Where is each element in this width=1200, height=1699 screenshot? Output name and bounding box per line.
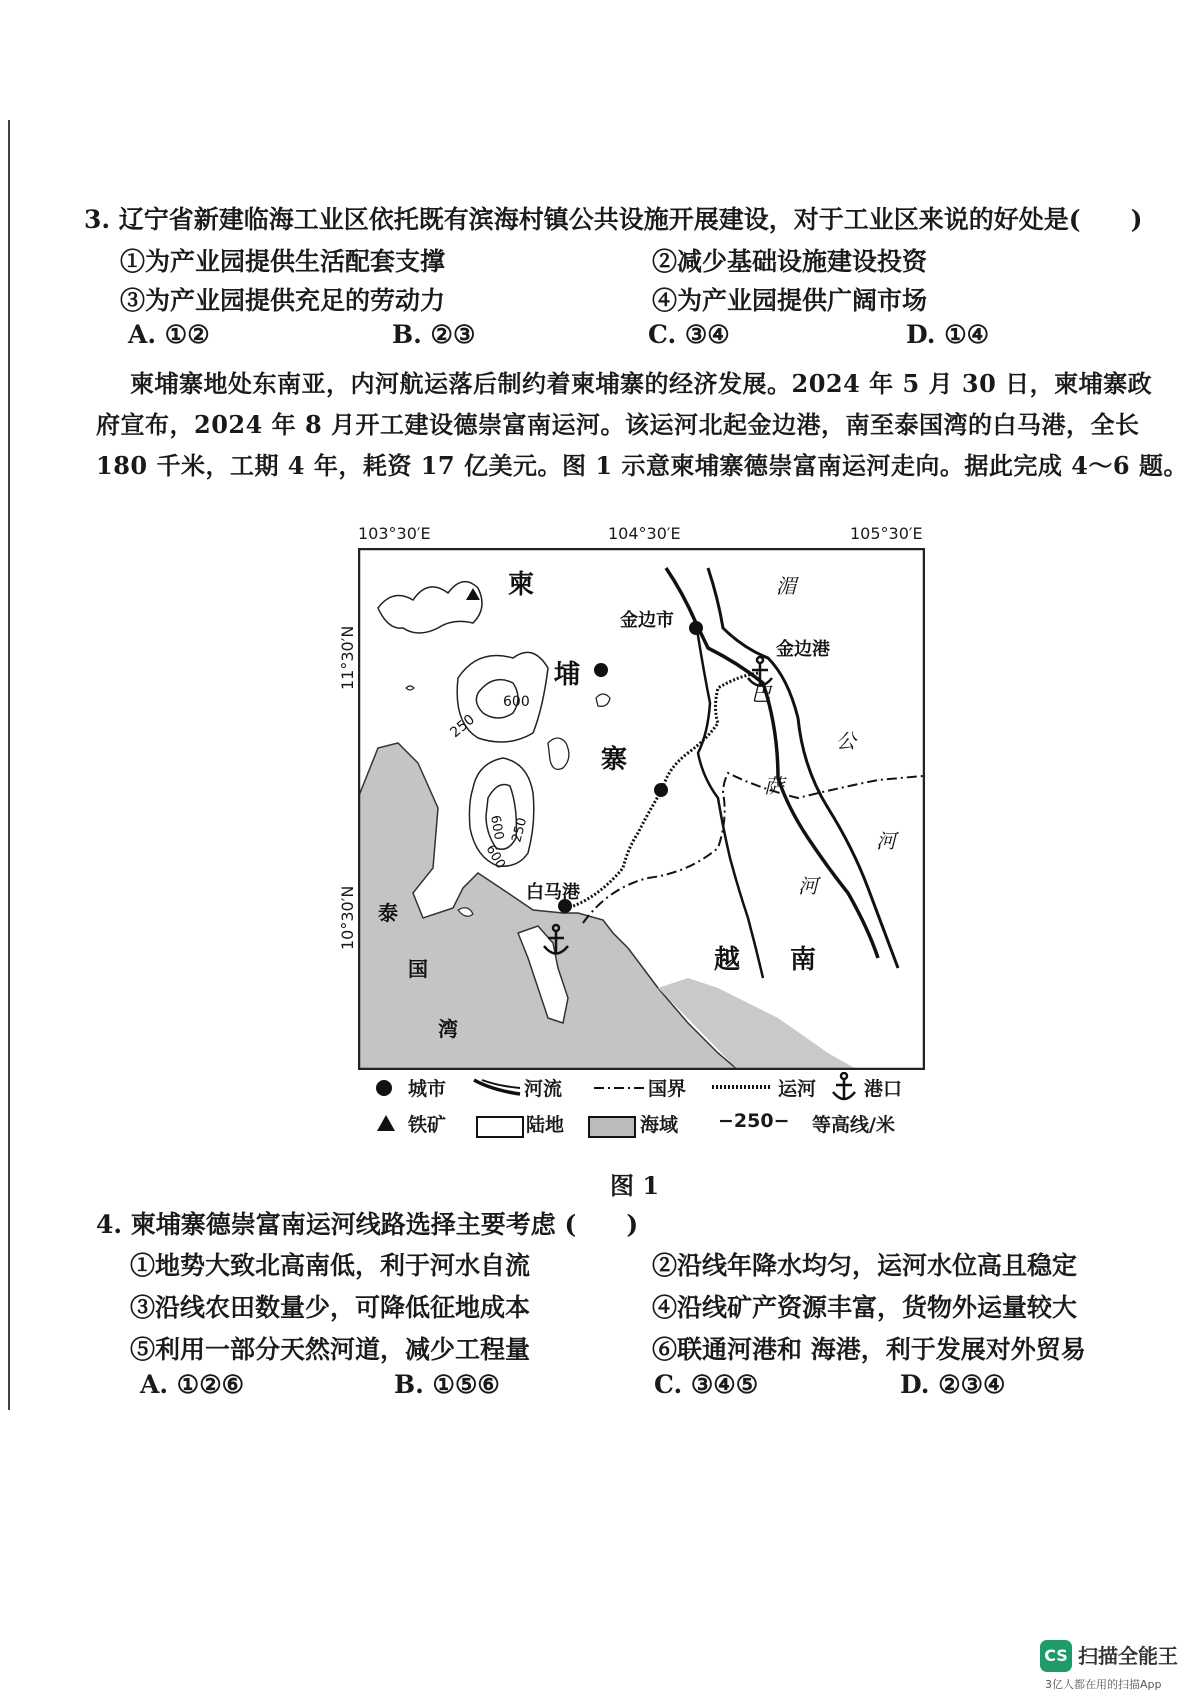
country-label-vietnam-1: 越 — [714, 945, 741, 975]
river-label-bassac-1: 巴 — [751, 682, 771, 706]
q4-statement-1: ①地势大致北高南低，利于河水自流 — [130, 1251, 531, 1280]
q4-stem: 4. 柬埔寨德崇富南运河线路选择主要考虑 ( ) — [96, 1210, 639, 1239]
q3-statement-3: ③为产业园提供充足的劳动力 — [120, 286, 446, 315]
legend-river-icon — [472, 1078, 522, 1100]
q4-statement-4: ④沿线矿产资源丰富，货物外运量较大 — [652, 1293, 1078, 1322]
gulf-label-1: 泰 — [378, 901, 398, 925]
q4-option-d: D. ②③④ — [900, 1370, 1006, 1399]
river-label-mekong-3: 河 — [876, 829, 896, 853]
legend-canal-label: 运河 — [778, 1078, 817, 1100]
contour-label-600-b: 600 — [487, 814, 507, 842]
q4-option-a: A. ①②⑥ — [140, 1370, 245, 1399]
q3-stem: 3. 辽宁省新建临海工业区依托既有滨海村镇公共设施开展建设，对于工业区来说的好处是( ) — [84, 205, 1143, 234]
port-label-baima: 白马港 — [526, 882, 580, 903]
legend-city-icon — [376, 1080, 392, 1096]
q4-statement-2: ②沿线年降水均匀，运河水位高且稳定 — [652, 1251, 1078, 1280]
city-label-phnom-penh: 金边市 — [620, 610, 674, 631]
legend-port-label: 港口 — [864, 1078, 903, 1100]
q4-statement-5: ⑤利用一部分天然河道，减少工程量 — [130, 1335, 531, 1364]
contour-label-600-c: 600 — [482, 842, 508, 872]
gulf-label-2: 国 — [408, 957, 428, 981]
river-label-bassac-3: 河 — [798, 874, 818, 898]
q3-statement-1: ①为产业园提供生活配套支撑 — [120, 247, 446, 276]
legend-iron-label: 铁矿 — [408, 1114, 447, 1136]
q3-option-d: D. ①④ — [906, 320, 990, 349]
scanner-app-name: 扫描全能王 — [1078, 1644, 1178, 1668]
legend-canal-icon — [712, 1082, 772, 1092]
country-label-cambodia-2: 埔 — [554, 660, 581, 690]
river-label-mekong-2: 公 — [836, 729, 856, 753]
gulf-label-3: 湾 — [438, 1017, 458, 1041]
legend-land-icon — [476, 1116, 524, 1138]
scanner-app-tagline: 3亿人都在用的扫描App — [1045, 1678, 1162, 1691]
country-label-cambodia-1: 柬 — [508, 570, 535, 600]
q3-option-a: A. ①② — [128, 320, 210, 349]
legend-sea-label: 海域 — [640, 1114, 679, 1136]
q3-option-c: C. ③④ — [648, 320, 730, 349]
q4-statement-6: ⑥联通河港和 海港，利于发展对外贸易 — [652, 1335, 1086, 1364]
canal-map — [358, 548, 925, 1070]
legend-contour-label: 等高线/米 — [812, 1114, 895, 1136]
legend-border-label: 国界 — [648, 1078, 687, 1100]
river-label-mekong-1: 湄 — [776, 574, 796, 598]
lon-label-1: 103°30′E — [358, 524, 431, 543]
contour-label-600-a: 600 — [503, 694, 530, 710]
country-label-cambodia-3: 寨 — [601, 745, 628, 775]
city-marker-phnom-penh — [689, 621, 703, 635]
q3-statement-2: ②减少基础设施建设投资 — [652, 247, 928, 276]
lat-label-2: 10°30′N — [338, 885, 357, 950]
legend-border-icon — [594, 1084, 644, 1092]
contour-small-2 — [596, 694, 610, 706]
port-label-jinbian: 金边港 — [776, 639, 830, 660]
city-marker-inland — [594, 663, 608, 677]
lon-label-2: 104°30′E — [608, 524, 681, 543]
legend-river-label: 河流 — [524, 1078, 563, 1100]
lon-label-3: 105°30′E — [850, 524, 923, 543]
q3-option-b: B. ②③ — [392, 320, 476, 349]
legend-land-label: 陆地 — [526, 1114, 565, 1136]
contour-small-1 — [548, 738, 569, 769]
legend-contour-sample: −250− — [718, 1110, 790, 1132]
passage-line-2: 府宣布，2024 年 8 月开工建设德崇富南运河。该运河北起金边港，南至泰国湾的白马港，全长 — [96, 410, 1140, 439]
passage-line-1: 柬埔寨地处东南亚，内河航运落后制约着柬埔寨的经济发展。2024 年 5 月 30 日，柬埔寨政 — [130, 369, 1153, 398]
river-label-bassac-2: 萨 — [764, 774, 784, 798]
lat-label-1: 11°30′N — [338, 625, 357, 690]
contour-north — [378, 582, 482, 633]
contour-label-250-a: 250 — [447, 711, 479, 742]
scanner-logo-icon: CS — [1040, 1640, 1072, 1672]
q4-option-b: B. ①⑤⑥ — [394, 1370, 500, 1399]
iron-mine-marker — [466, 588, 480, 600]
mekong-river-east — [708, 568, 898, 968]
contour-small-3 — [406, 686, 414, 690]
legend-sea-icon — [588, 1116, 636, 1138]
figure-caption: 图 1 — [610, 1171, 660, 1200]
q3-statement-4: ④为产业园提供广阔市场 — [652, 286, 928, 315]
city-marker-canal — [654, 783, 668, 797]
contour-label-250-b: 250 — [509, 816, 531, 845]
page-margin-line — [8, 120, 10, 1410]
sea-area — [358, 743, 741, 1070]
legend-city-label: 城市 — [408, 1078, 447, 1100]
legend-iron-icon — [376, 1114, 396, 1132]
q4-option-c: C. ③④⑤ — [654, 1370, 759, 1399]
q4-statement-3: ③沿线农田数量少，可降低征地成本 — [130, 1293, 531, 1322]
legend-anchor-icon — [830, 1072, 858, 1104]
country-label-vietnam-2: 南 — [790, 945, 817, 975]
passage-line-3: 180 千米，工期 4 年，耗资 17 亿美元。图 1 示意柬埔寨德崇富南运河走向。据此完成 4～6 题。 — [96, 451, 1188, 480]
